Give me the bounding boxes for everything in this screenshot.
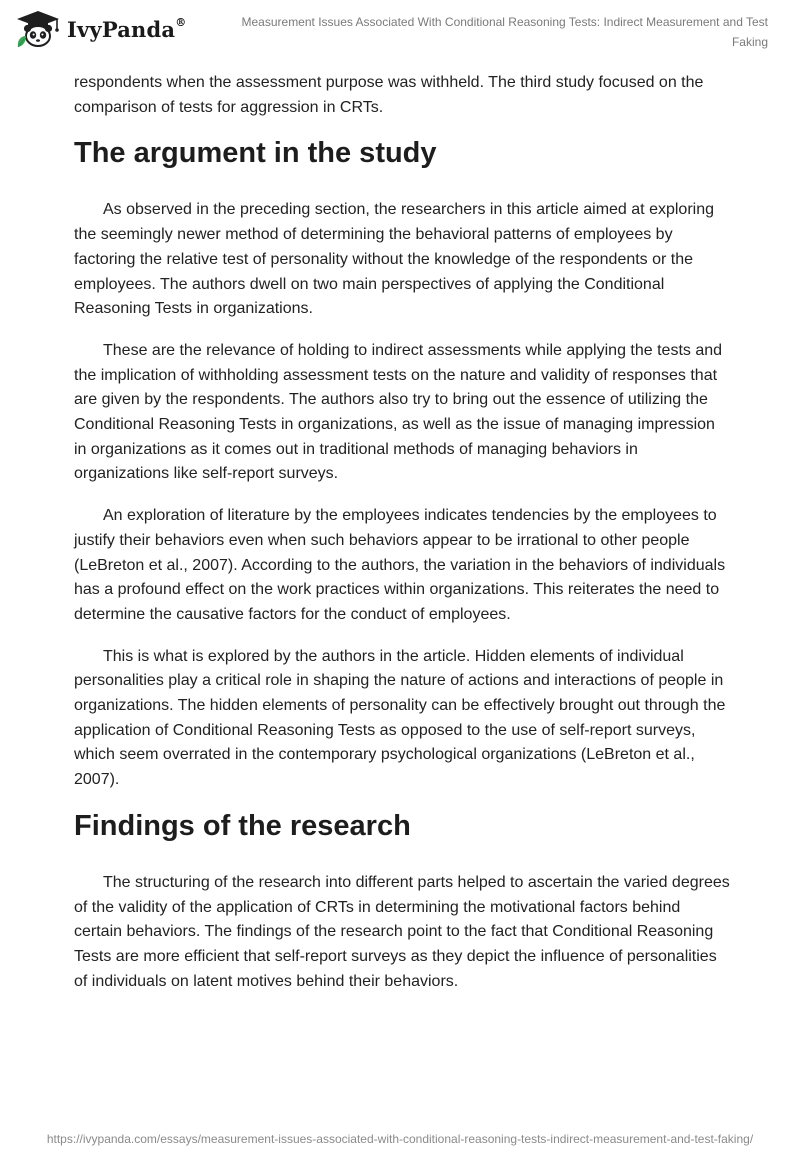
paragraph: As observed in the preceding section, the researchers in this article aimed at exploring the seemingly newer method of determining the behavioral patterns of employees by factoring the relative test of personality without the knowledge of the respondents or the employees. The authors dwell on two main perspectives of applying the Conditional Reasoning Tests in organizations.	[74, 201, 714, 318]
logo-text: IvyPanda	[67, 16, 176, 42]
page-header	[0, 0, 800, 60]
paragraph: The structuring of the research into different parts helped to ascertain the varied degrees of the validity of the application of CRTs in determining the motivational factors behind certain behaviors. The findings of the research point to the fact that Conditional Reasoning Tests are more efficient that self-report surveys as they depict the influence of personalities of individuals on latent motives behind their behaviors.	[74, 873, 730, 990]
paragraph: These are the relevance of holding to indirect assessments while applying the tests and the implication of withholding assessment tests on the nature and validity of responses that are given by the respondents. The authors also try to bring out the essence of utilizing the Conditional Reasoning Tests in organizations, as well as the issue of managing impression in organizations as it comes out in traditional methods of managing behaviors in organizations like self-report surveys.	[74, 341, 723, 483]
document-title: Measurement Issues Associated With Conditional Reasoning Tests: Indirect Measurement and Test Faking	[241, 15, 768, 49]
registered-mark: ®	[175, 15, 187, 29]
section-heading-argument: The argument in the study	[74, 137, 437, 170]
paragraph: An exploration of literature by the employees indicates tendencies by the employees to justify their behaviors even when such behaviors appear to be irrational to other people (LeBreton et al., 2007). According to the authors, the variation in the behaviors of individuals has a profound effect on the work practices within organizations. This reiterates the need to determine the causative factors for the conduct of employees.	[74, 507, 726, 623]
ivypanda-logo[interactable]	[14, 9, 186, 49]
source-url[interactable]: https://ivypanda.com/essays/measurement-issues-associated-with-conditional-reasoning-tests-indirect-measurement-and-test-faking/	[46, 1132, 754, 1146]
panda-graduation-cap-icon	[14, 9, 62, 49]
article-body	[74, 71, 730, 1011]
paragraph: This is what is explored by the authors in the article. Hidden elements of individual personalities play a critical role in shaping the nature of actions and interactions of people in organizations. The hidden elements of personality can be effectively brought out through the application of Conditional Reasoning Tests as opposed to the use of self-report surveys, which seem overrated in the contemporary psychological organizations (LeBreton et al., 2007).	[74, 647, 726, 789]
section-heading-findings: Findings of the research	[74, 809, 411, 842]
logo-wordmark	[67, 17, 186, 42]
intro-paragraph: respondents when the assessment purpose was withheld. The third study focused on the comparison of tests for aggression in CRTs.	[74, 74, 704, 116]
